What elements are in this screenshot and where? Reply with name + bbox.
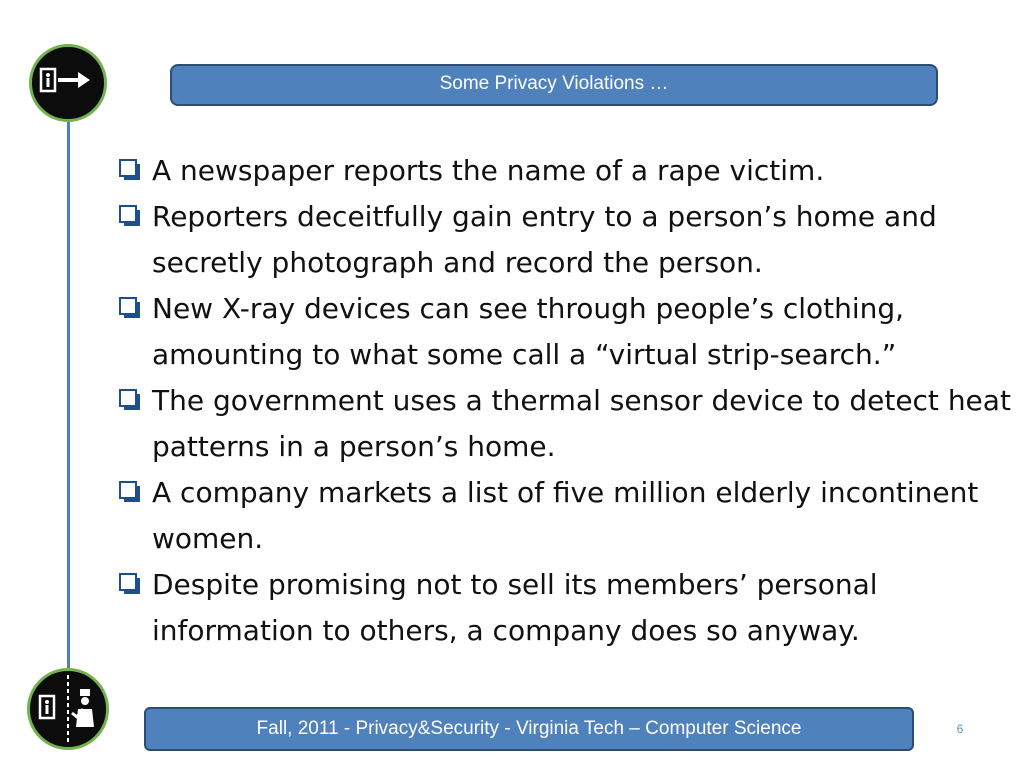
bullet-text: A newspaper reports the name of a rape victim. [152, 154, 825, 187]
bullet-list [116, 148, 1016, 654]
bullet-item [116, 148, 1016, 194]
hollow-square-bullet-icon [118, 388, 142, 412]
bullet-text: New X-ray devices can see through people’s clothing, amounting to what some call a “virtual strip-search.” [152, 292, 905, 371]
footer-banner: Fall, 2011 - Privacy&Security - Virginia Tech – Computer Science [144, 707, 914, 751]
exit-person-arrow-icon [29, 44, 107, 122]
bullet-item [116, 286, 1016, 378]
bullet-text: Despite promising not to sell its members’ personal information to others, a company does so anyway. [152, 568, 878, 647]
person-checkpoint-icon [27, 668, 109, 750]
bullet-item [116, 378, 1016, 470]
slide-title: Some Privacy Violations … [170, 64, 938, 106]
bullet-item [116, 194, 1016, 286]
bullet-text: The government uses a thermal sensor device to detect heat patterns in a person’s home. [152, 384, 1011, 463]
bullet-text: A company markets a list of five million elderly incontinent women. [152, 476, 979, 555]
bullet-text: Reporters deceitfully gain entry to a person’s home and secretly photograph and record the person. [152, 200, 937, 279]
hollow-square-bullet-icon [118, 296, 142, 320]
hollow-square-bullet-icon [118, 572, 142, 596]
hollow-square-bullet-icon [118, 480, 142, 504]
vertical-divider [67, 120, 70, 668]
hollow-square-bullet-icon [118, 158, 142, 182]
bullet-item [116, 470, 1016, 562]
bullet-item [116, 562, 1016, 654]
slide-number: 6 [956, 722, 964, 736]
hollow-square-bullet-icon [118, 204, 142, 228]
